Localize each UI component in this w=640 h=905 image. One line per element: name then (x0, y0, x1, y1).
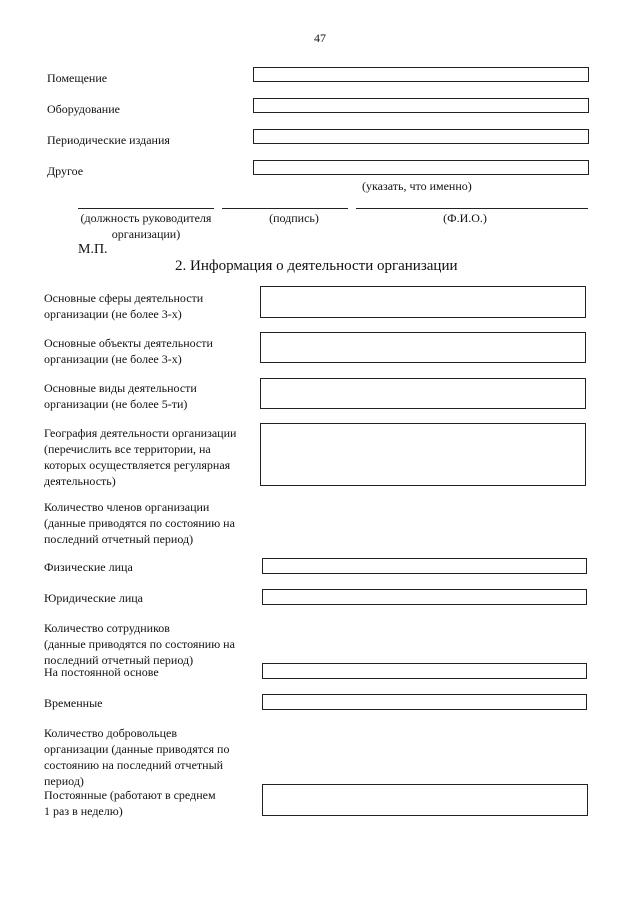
activities-input[interactable] (260, 378, 586, 409)
staff-permanent-label: На постоянной основе (44, 665, 159, 679)
geography-input[interactable] (260, 423, 586, 486)
signature-name-caption: (Ф.И.О.) (443, 211, 487, 225)
equipment-input[interactable] (253, 98, 589, 113)
staff-temporary-label: Временные (44, 696, 103, 710)
objects-label: Основные объекты деятельности организации (не более 3-х) (44, 336, 213, 366)
signature-line-position (78, 208, 214, 209)
volunteers-heading: Количество добровольцев организации (данные приводятся по состоянию на последний отчетный период) (44, 726, 230, 788)
spheres-input[interactable] (260, 286, 586, 318)
volunteers-permanent-input[interactable] (262, 784, 588, 816)
geography-label: География деятельности организации (перечислить все территории, на которых осуществляется регулярная деятельность) (44, 426, 237, 488)
objects-input[interactable] (260, 332, 586, 363)
field-label-premises: Помещение (47, 71, 108, 85)
field-label-other: Другое (47, 164, 84, 178)
section2-title: 2. Информация о деятельности организации (175, 258, 458, 274)
legal-entities-input[interactable] (262, 589, 587, 605)
other-input[interactable] (253, 160, 589, 175)
signature-line-name (356, 208, 588, 209)
signature-position-caption: (должность руководителя организации) (80, 211, 212, 241)
premises-input[interactable] (253, 67, 589, 82)
physical-persons-input[interactable] (262, 558, 587, 574)
other-hint: (указать, что именно) (362, 179, 472, 193)
physical-persons-label: Физические лица (44, 560, 133, 574)
stamp-placeholder: М.П. (78, 242, 108, 257)
staff-heading: Количество сотрудников (данные приводятся по состоянию на последний отчетный период) (44, 621, 235, 667)
field-label-equipment: Оборудование (47, 102, 120, 116)
staff-permanent-input[interactable] (262, 663, 587, 679)
page-number: 47 (314, 31, 326, 45)
members-heading: Количество членов организации (данные приводятся по состоянию на последний отчетный период) (44, 500, 235, 546)
signature-line-sign (222, 208, 348, 209)
signature-sign-caption: (подпись) (269, 211, 319, 225)
periodicals-input[interactable] (253, 129, 589, 144)
spheres-label: Основные сферы деятельности организации (не более 3-х) (44, 291, 204, 321)
staff-temporary-input[interactable] (262, 694, 587, 710)
legal-entities-label: Юридические лица (44, 591, 144, 605)
field-label-periodicals: Периодические издания (47, 133, 170, 147)
activities-label: Основные виды деятельности организации (не более 5-ти) (44, 381, 197, 411)
volunteers-permanent-label: Постоянные (работают в среднем 1 раз в неделю) (44, 788, 216, 818)
